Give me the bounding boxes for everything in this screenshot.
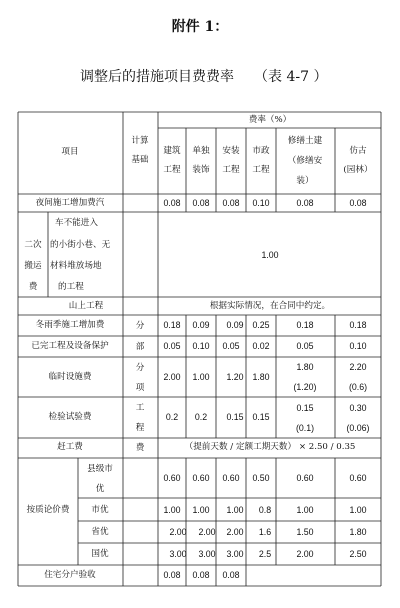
- row-quality-city-c6: 1.00: [349, 505, 367, 515]
- row-protect-label: 已完工程及设备保护: [31, 341, 109, 351]
- row-quality-city-c1: 1.00: [163, 505, 181, 515]
- row-temp-c6: 2.20: [349, 362, 367, 372]
- row-quality-province-c5: 1.50: [296, 527, 314, 537]
- row-night-c1: 0.08: [163, 198, 181, 208]
- row-residential-c1: 0.08: [163, 570, 181, 580]
- row-mountain-label: 山上工程: [68, 301, 104, 311]
- basis-char-3: 分: [135, 363, 145, 373]
- row-winter-c2: 0.09: [192, 320, 210, 330]
- attachment-label: 附件 1：: [171, 19, 229, 35]
- row-test-c5-sub: (0.1): [295, 423, 315, 433]
- row-temp-label: 临时设施费: [48, 372, 92, 382]
- row-quality-national-label: 国优: [91, 549, 109, 559]
- row-test-c4: 0.15: [252, 412, 270, 422]
- row-temp-c5: 1.80: [296, 362, 314, 372]
- row-quality-city-c3: 1.00: [226, 505, 244, 515]
- row-quality-national-c6: 2.50: [349, 549, 367, 559]
- row-test-c5: 0.15: [296, 403, 314, 413]
- row-second-inner-1: 车不能进入: [55, 218, 98, 228]
- row-night-c2: 0.08: [192, 198, 210, 208]
- row-winter-c1: 0.18: [163, 320, 181, 330]
- row-second-inner-4: 的工程: [58, 282, 84, 292]
- row-second-outer-1: 二次: [24, 240, 42, 250]
- basis-char-5: 工: [135, 403, 145, 413]
- header-c5-line-2: （修缮安: [287, 156, 323, 166]
- row-quality-county-c1: 0.60: [163, 473, 181, 483]
- row-second-outer-2: 搬运: [24, 261, 42, 271]
- row-test-c3: 0.15: [226, 412, 244, 422]
- basis-char-7: 费: [135, 443, 145, 453]
- row-quality-national-c4: 2.5: [258, 549, 272, 559]
- row-quality-county-line-2: 优: [95, 484, 105, 494]
- header-c6-line-2: (园林）: [343, 165, 373, 175]
- basis-char-4: 项: [135, 383, 145, 393]
- header-c5-line-1: 修缮土建: [287, 136, 323, 146]
- header-c1-line-1: 建筑: [163, 146, 181, 156]
- row-protect-c6: 0.10: [349, 341, 367, 351]
- row-protect-c1: 0.05: [163, 341, 181, 351]
- header-c2-line-1: 单独: [192, 146, 210, 156]
- page-title: 调整后的措施项目费费率: [80, 69, 234, 85]
- row-protect-c2: 0.10: [192, 341, 210, 351]
- row-quality-county-line-1: 县级市: [87, 464, 113, 474]
- row-quality-national-c5: 2.00: [296, 549, 314, 559]
- row-second-inner-3: 材料堆放场地: [50, 261, 102, 271]
- header-rate: 费率（%）: [248, 115, 292, 125]
- row-quality-province-c3: 2.00: [226, 527, 244, 537]
- row-winter-c5: 0.18: [296, 320, 314, 330]
- header-basis-line-1: 计算: [131, 136, 149, 146]
- row-quality-city-c5: 1.00: [296, 505, 314, 515]
- row-quality-province-c6: 1.80: [349, 527, 367, 537]
- row-test-label: 检验试验费: [48, 412, 92, 422]
- header-c6-line-1: 仿古: [349, 146, 367, 156]
- row-quality-county-c2: 0.60: [192, 473, 210, 483]
- row-winter-c3: 0.09: [226, 320, 244, 330]
- row-residential-label: 住宅分户验收: [44, 570, 96, 580]
- table-number: （表 4-7 ）: [254, 69, 328, 85]
- header-c4-line-2: 工程: [252, 165, 270, 175]
- basis-char-1: 分: [135, 321, 145, 331]
- row-quality-province-c4: 1.6: [258, 527, 272, 537]
- row-mountain-note: 根据实际情况，在合同中约定。: [209, 301, 331, 311]
- header-c2-line-2: 装饰: [192, 165, 210, 175]
- header-item: 项目: [61, 147, 79, 157]
- row-night-c6: 0.08: [349, 198, 367, 208]
- row-winter-c6: 0.18: [349, 320, 367, 330]
- row-quality-city-c4: 0.8: [258, 505, 272, 515]
- row-temp-c6-sub: (0.6): [348, 382, 368, 392]
- header-c1-line-2: 工程: [163, 165, 181, 175]
- row-quality-province-c1: 2.00: [169, 527, 187, 537]
- row-test-c2: 0.2: [194, 412, 208, 422]
- row-quality-national-c1: 3.00: [169, 549, 187, 559]
- header-c3-line-1: 安装: [222, 146, 240, 156]
- row-quality-province-label: 省优: [91, 527, 109, 537]
- row-quality-city-label: 市优: [91, 505, 109, 515]
- row-protect-c5: 0.05: [296, 341, 314, 351]
- row-temp-c2: 1.00: [192, 372, 210, 382]
- row-residential-c2: 0.08: [192, 570, 210, 580]
- row-temp-c4: 1.80: [252, 372, 270, 382]
- header-c4-line-1: 市政: [252, 146, 270, 156]
- basis-char-6: 程: [135, 423, 145, 433]
- row-night-label: 夜间施工增加费汽: [35, 198, 105, 208]
- row-test-c1: 0.2: [165, 412, 179, 422]
- row-temp-c5-sub: (1.20): [293, 382, 317, 392]
- row-rush-label: 赶工费: [57, 442, 83, 452]
- row-night-c4: 0.10: [252, 198, 270, 208]
- row-second-inner-2: 的小街小巷、无: [50, 240, 111, 250]
- row-quality-national-c2: 3.00: [198, 549, 216, 559]
- row-second-value: 1.00: [261, 250, 279, 260]
- row-night-c5: 0.08: [296, 198, 314, 208]
- row-temp-c3: 1.20: [226, 372, 244, 382]
- row-protect-c3: 0.05: [222, 341, 240, 351]
- row-test-c6: 0.30: [349, 403, 367, 413]
- row-quality-city-c2: 1.00: [192, 505, 210, 515]
- row-rush-formula: （提前天数 / 定额工期天数） × 2.50 / 0.35: [184, 442, 356, 452]
- header-basis-line-2: 基础: [131, 155, 149, 165]
- row-winter-c4: 0.25: [252, 320, 270, 330]
- row-quality-county-c4: 0.50: [252, 473, 270, 483]
- row-residential-c3: 0.08: [222, 570, 240, 580]
- header-c5-line-3: 装）: [296, 176, 314, 186]
- header-c3-line-2: 工程: [222, 165, 240, 175]
- row-quality-county-c5: 0.60: [296, 473, 314, 483]
- row-quality-national-c3: 3.00: [226, 549, 244, 559]
- row-quality-county-c6: 0.60: [349, 473, 367, 483]
- row-winter-label: 冬雨季施工增加费: [35, 320, 105, 330]
- row-test-c6-sub: (0.06): [346, 423, 370, 433]
- row-quality-label: 按质论价费: [26, 505, 70, 515]
- row-temp-c1: 2.00: [163, 372, 181, 382]
- row-night-c3: 0.08: [222, 198, 240, 208]
- basis-char-2: 部: [135, 342, 145, 352]
- row-protect-c4: 0.02: [252, 341, 270, 351]
- row-second-outer-3: 费: [28, 282, 38, 292]
- row-quality-province-c2: 2.00: [198, 527, 216, 537]
- row-quality-county-c3: 0.60: [222, 473, 240, 483]
